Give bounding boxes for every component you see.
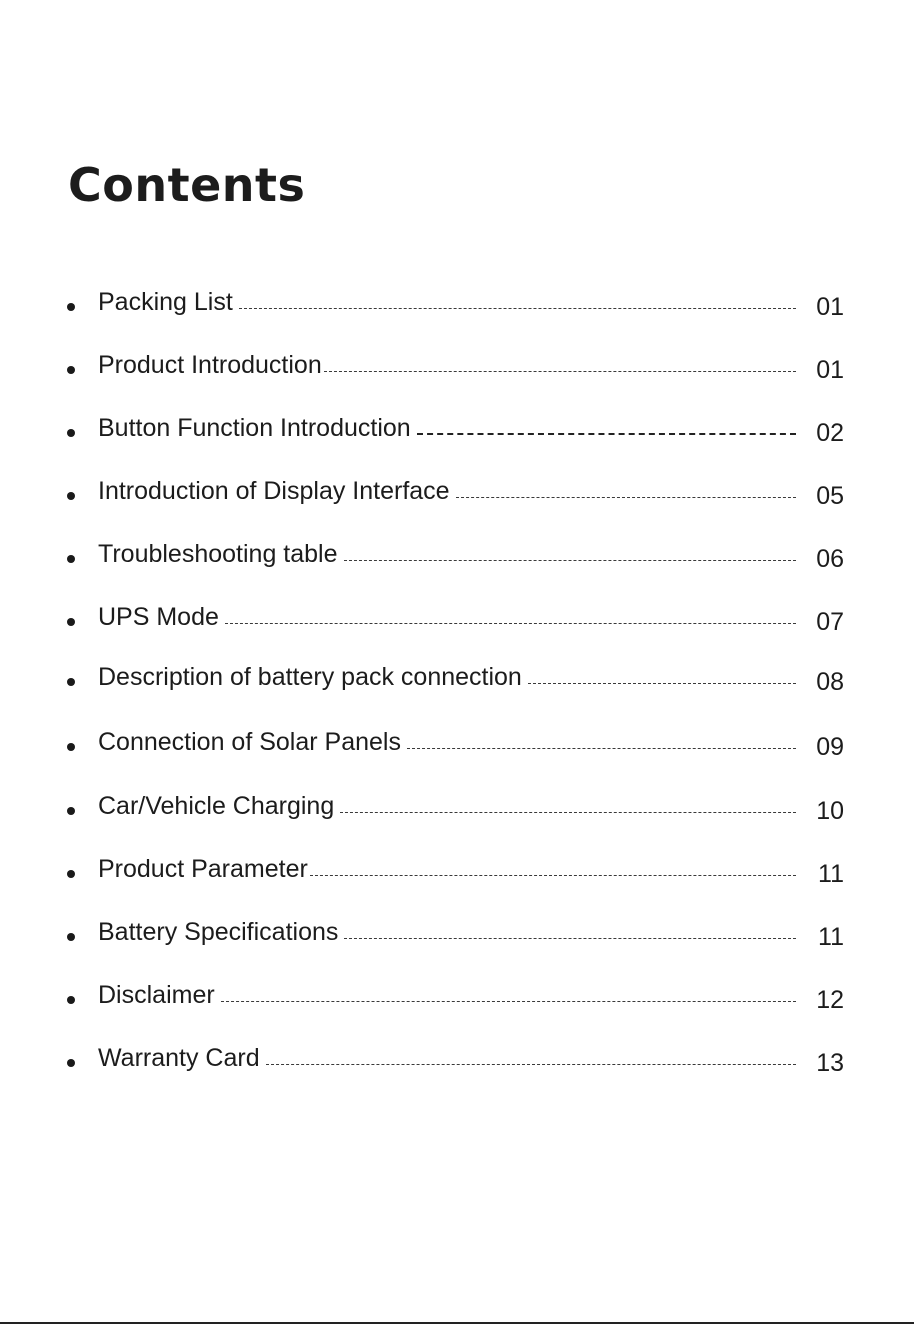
toc-item-label: UPS Mode xyxy=(98,603,219,631)
bullet-icon xyxy=(67,303,75,311)
toc-item[interactable] xyxy=(64,974,844,1014)
bullet-icon xyxy=(67,743,75,751)
toc-item-label: Button Function Introduction xyxy=(98,414,411,442)
toc-item-page-number: 09 xyxy=(816,733,844,761)
dot-leader xyxy=(344,938,796,939)
dot-leader xyxy=(407,748,796,749)
toc-item-label: Connection of Solar Panels xyxy=(98,728,401,756)
toc-item-page-number: 01 xyxy=(816,293,844,321)
toc-item-label: Warranty Card xyxy=(98,1044,260,1072)
bullet-icon xyxy=(67,807,75,815)
toc-item[interactable] xyxy=(64,281,844,321)
toc-item[interactable] xyxy=(64,407,844,447)
toc-item[interactable] xyxy=(64,656,844,696)
toc-item[interactable] xyxy=(64,785,844,825)
dot-leader xyxy=(310,875,796,876)
toc-item-label: Introduction of Display Interface xyxy=(98,477,450,505)
bullet-icon xyxy=(67,492,75,500)
dot-leader xyxy=(324,371,796,372)
bullet-icon xyxy=(67,618,75,626)
bullet-icon xyxy=(67,933,75,941)
dot-leader xyxy=(225,623,796,624)
toc-item[interactable] xyxy=(64,1037,844,1077)
toc-item-page-number: 13 xyxy=(816,1049,844,1077)
dot-leader xyxy=(417,433,796,435)
dot-leader xyxy=(340,812,796,813)
bullet-icon xyxy=(67,1059,75,1067)
dot-leader xyxy=(344,560,796,561)
toc-item-page-number: 11 xyxy=(818,923,844,951)
toc-item[interactable] xyxy=(64,911,844,951)
page-title: Contents xyxy=(68,158,306,212)
toc-item-page-number: 10 xyxy=(816,797,844,825)
toc-item-label: Car/Vehicle Charging xyxy=(98,792,335,820)
bullet-icon xyxy=(67,555,75,563)
toc-item-label: Battery Specifications xyxy=(98,918,339,946)
toc-item-page-number: 05 xyxy=(816,482,844,510)
toc-item-page-number: 11 xyxy=(818,860,844,888)
toc-item-page-number: 01 xyxy=(816,356,844,384)
bullet-icon xyxy=(67,678,75,686)
bullet-icon xyxy=(67,366,75,374)
toc-item[interactable] xyxy=(64,721,844,761)
toc-item-label: Product Introduction xyxy=(98,351,322,379)
dot-leader xyxy=(266,1064,796,1065)
toc-item[interactable] xyxy=(64,344,844,384)
toc-item[interactable] xyxy=(64,470,844,510)
toc-item-label: Disclaimer xyxy=(98,981,215,1009)
bullet-icon xyxy=(67,996,75,1004)
toc-item-page-number: 07 xyxy=(816,608,844,636)
dot-leader xyxy=(239,308,796,309)
bullet-icon xyxy=(67,429,75,437)
toc-item-page-number: 08 xyxy=(816,668,844,696)
dot-leader xyxy=(456,497,796,498)
toc-item-label: Description of battery pack connection xyxy=(98,663,522,691)
toc-item[interactable] xyxy=(64,596,844,636)
toc-item-page-number: 12 xyxy=(816,986,844,1014)
toc-item-label: Product Parameter xyxy=(98,855,308,883)
toc-item[interactable] xyxy=(64,848,844,888)
toc-item-page-number: 02 xyxy=(816,419,844,447)
dot-leader xyxy=(528,683,796,684)
toc-item[interactable] xyxy=(64,533,844,573)
bullet-icon xyxy=(67,870,75,878)
toc-item-label: Packing List xyxy=(98,288,233,316)
dot-leader xyxy=(221,1001,796,1002)
toc-item-label: Troubleshooting table xyxy=(98,540,338,568)
toc-item-page-number: 06 xyxy=(816,545,844,573)
